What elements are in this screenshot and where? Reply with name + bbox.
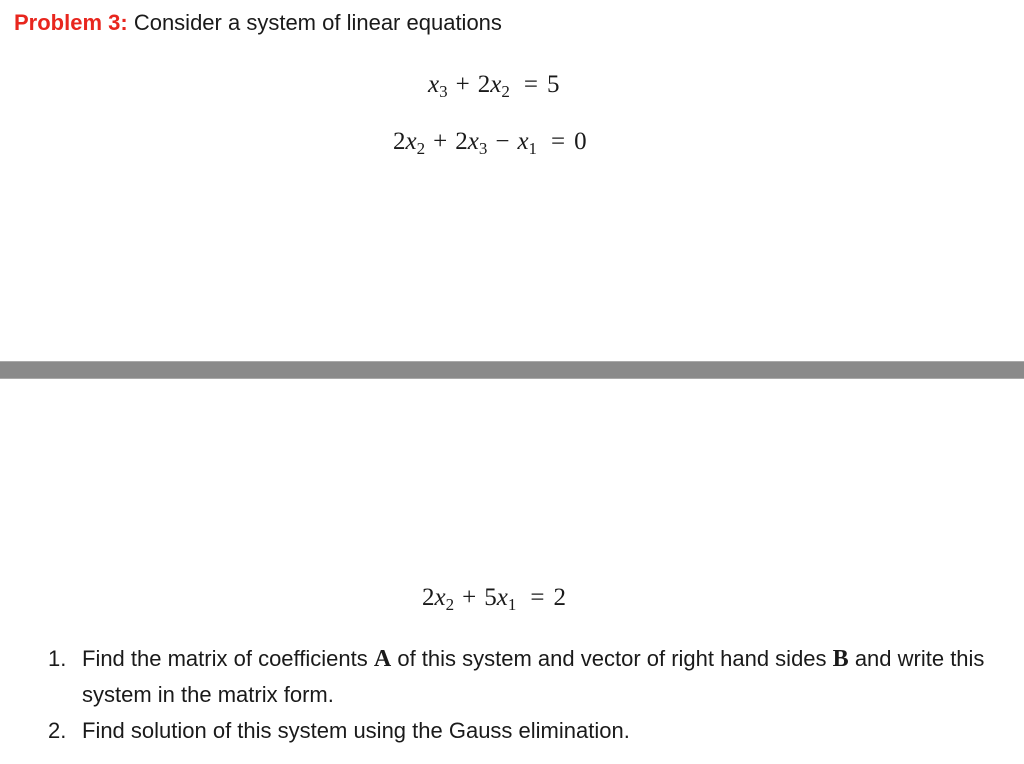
task-item-1 bbox=[48, 641, 1008, 713]
equation-term bbox=[428, 71, 448, 101]
operator: + bbox=[455, 71, 470, 98]
problem-label: Problem 3: bbox=[14, 10, 128, 35]
subscript: 1 bbox=[528, 139, 538, 158]
operator: − bbox=[495, 128, 510, 155]
variable: x bbox=[405, 128, 417, 155]
divider-band bbox=[0, 361, 1024, 379]
coefficient: 2 bbox=[393, 128, 406, 155]
subscript: 3 bbox=[439, 82, 448, 101]
task-text bbox=[82, 641, 1008, 713]
right-hand-side: 2 bbox=[553, 584, 566, 611]
variable: x bbox=[467, 128, 479, 155]
variable: x bbox=[496, 584, 508, 611]
right-hand-side: 5 bbox=[546, 71, 560, 98]
task-item-2 bbox=[48, 713, 1008, 749]
problem-heading bbox=[14, 9, 502, 37]
equals-sign: = bbox=[523, 71, 538, 98]
coefficient: 2 bbox=[455, 128, 468, 155]
equals-sign: = bbox=[551, 128, 566, 155]
equation-term bbox=[393, 128, 426, 158]
equation-1 bbox=[428, 70, 559, 100]
equation-term bbox=[455, 128, 488, 158]
vector-symbol-b: B bbox=[832, 646, 849, 672]
task-text-part: Find the matrix of coefficients bbox=[82, 646, 368, 671]
right-hand-side: 0 bbox=[574, 128, 587, 155]
task-text-part: and write this system in the matrix form. bbox=[82, 646, 985, 707]
task-list bbox=[48, 641, 1008, 749]
task-text-part: of this system and vector of right hand sides bbox=[397, 646, 827, 671]
subscript: 2 bbox=[445, 595, 455, 614]
task-text: Find solution of this system using the Gauss elimination. bbox=[82, 718, 630, 743]
subscript: 3 bbox=[478, 139, 488, 158]
subscript: 1 bbox=[507, 595, 517, 614]
coefficient: 2 bbox=[477, 71, 491, 98]
subscript: 2 bbox=[416, 139, 426, 158]
variable: x bbox=[490, 71, 502, 98]
variable: x bbox=[428, 71, 440, 98]
subscript: 2 bbox=[501, 82, 510, 101]
variable: x bbox=[517, 128, 529, 155]
variable: x bbox=[434, 584, 446, 611]
operator: + bbox=[433, 128, 448, 155]
coefficient: 5 bbox=[484, 584, 497, 611]
problem-intro: Consider a system of linear equations bbox=[133, 10, 502, 35]
task-number: 2. bbox=[48, 718, 67, 743]
equation-term bbox=[422, 584, 455, 614]
equals-sign: = bbox=[530, 584, 545, 611]
equation-term bbox=[517, 128, 538, 158]
matrix-symbol-a: A bbox=[373, 646, 392, 672]
coefficient: 2 bbox=[422, 584, 435, 611]
equation-2 bbox=[393, 127, 587, 157]
equation-term bbox=[484, 584, 517, 614]
task-number: 1. bbox=[48, 646, 67, 671]
equation-term bbox=[477, 71, 510, 101]
operator: + bbox=[462, 584, 477, 611]
equation-3 bbox=[422, 583, 566, 613]
